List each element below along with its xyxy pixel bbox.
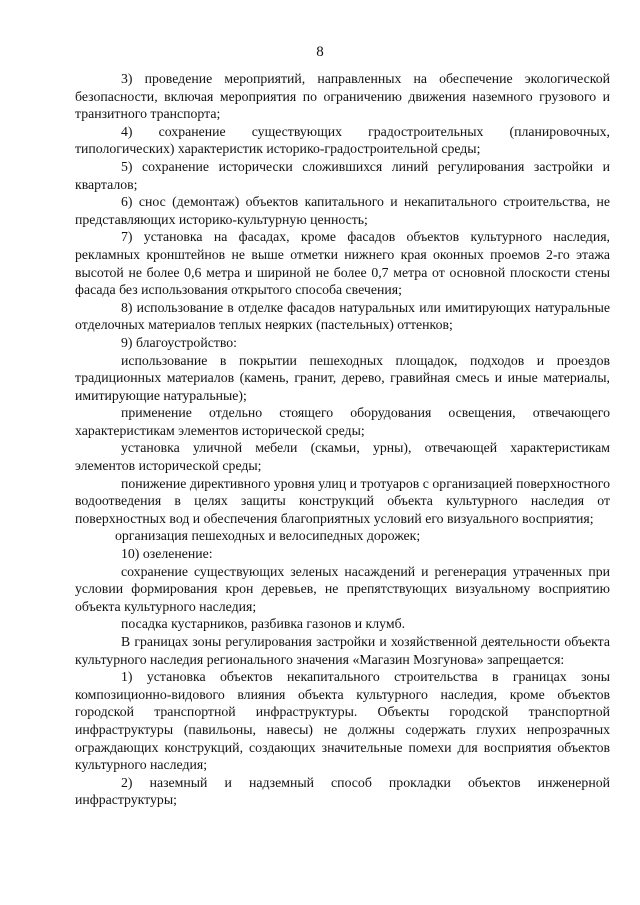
paragraph-subitem: установка уличной мебели (скамьи, урны), отвечающей характеристикам элементов исторической среды;	[75, 440, 610, 474]
paragraph-subitem: организация пешеходных и велосипедных дорожек;	[115, 528, 421, 544]
paragraph-prohibition-1: 1) установка объектов некапитального строительства в границах зоны композиционно-видового влияния объекта культурного наследия, кроме объектов городской транспортной инфраструктуры. Объекты городской транспортной инфраструктуры (павильоны, навесы) не должны содержать глухих непрозрачных ограждающих конструкций, создающих значительные помехи для восприятия объектов культурного наследия;	[75, 669, 610, 773]
paragraph-subitem: применение отдельно стоящего оборудования освещения, отвечающего характеристикам элементов исторической среды;	[75, 405, 610, 438]
paragraph-subitem: использование в покрытии пешеходных площадок, подходов и проездов традиционных материалов (камень, гранит, дерево, гравийная смесь и иные материалы, имитирующие натуральные);	[75, 352, 610, 403]
paragraph-subitem: понижение директивного уровня улиц и тротуаров с организацией поверхностного водоотведения в целях защиты конструкций объекта культурного наследия от поверхностных вод и обеспечения благоприятных условий его визуального восприятия;	[75, 475, 610, 526]
paragraph-item-6: 6) снос (демонтаж) объектов капитального и некапитального строительства, не представляющих историко-культурную ценность;	[75, 194, 610, 227]
paragraph-item-4: 4) сохранение существующих градостроительных (планировочных, типологических) характеристик историко-градостроительной среды;	[75, 123, 610, 157]
paragraph-section-intro: В границах зоны регулирования застройки и хозяйственной деятельности объекта культурного наследия регионального значения «Магазин Мозгунова» запрещается:	[75, 634, 610, 667]
paragraph-item-9: 9) благоустройство:	[121, 334, 238, 350]
paragraph-subitem: сохранение существующих зеленых насаждений и регенерация утраченных при условии формирования крон деревьев, не препятствующих визуальному восприятию объекта культурного наследия;	[75, 563, 610, 614]
paragraph-item-3: 3) проведение мероприятий, направленных на обеспечение экологической безопасности, включая мероприятия по ограничению движения наземного грузового и транзитного транспорта;	[75, 71, 610, 122]
paragraph-item-7: 7) установка на фасадах, кроме фасадов объектов культурного наследия, рекламных кронштейнов не выше отметки нижнего края оконных проемов 2-го этажа высотой не более 0,6 метра и шириной не более 0,7 метра от основной плоскости стены фасада без использования открытого способа свечения;	[75, 229, 610, 298]
paragraph-item-10: 10) озеленение:	[121, 546, 213, 562]
document-body	[75, 70, 610, 809]
paragraph-item-8: 8) использование в отделке фасадов натуральных или имитирующих натуральные отделочных материалов теплых неярких (пастельных) оттенков;	[75, 299, 610, 333]
paragraph-item-5: 5) сохранение исторически сложившихся линий регулирования застройки и кварталов;	[75, 158, 610, 192]
page-number: 8	[316, 44, 324, 60]
paragraph-subitem: посадка кустарников, разбивка газонов и клумб.	[121, 616, 406, 632]
paragraph-prohibition-2: 2) наземный и надземный способ прокладки объектов инженерной инфраструктуры;	[75, 774, 610, 808]
